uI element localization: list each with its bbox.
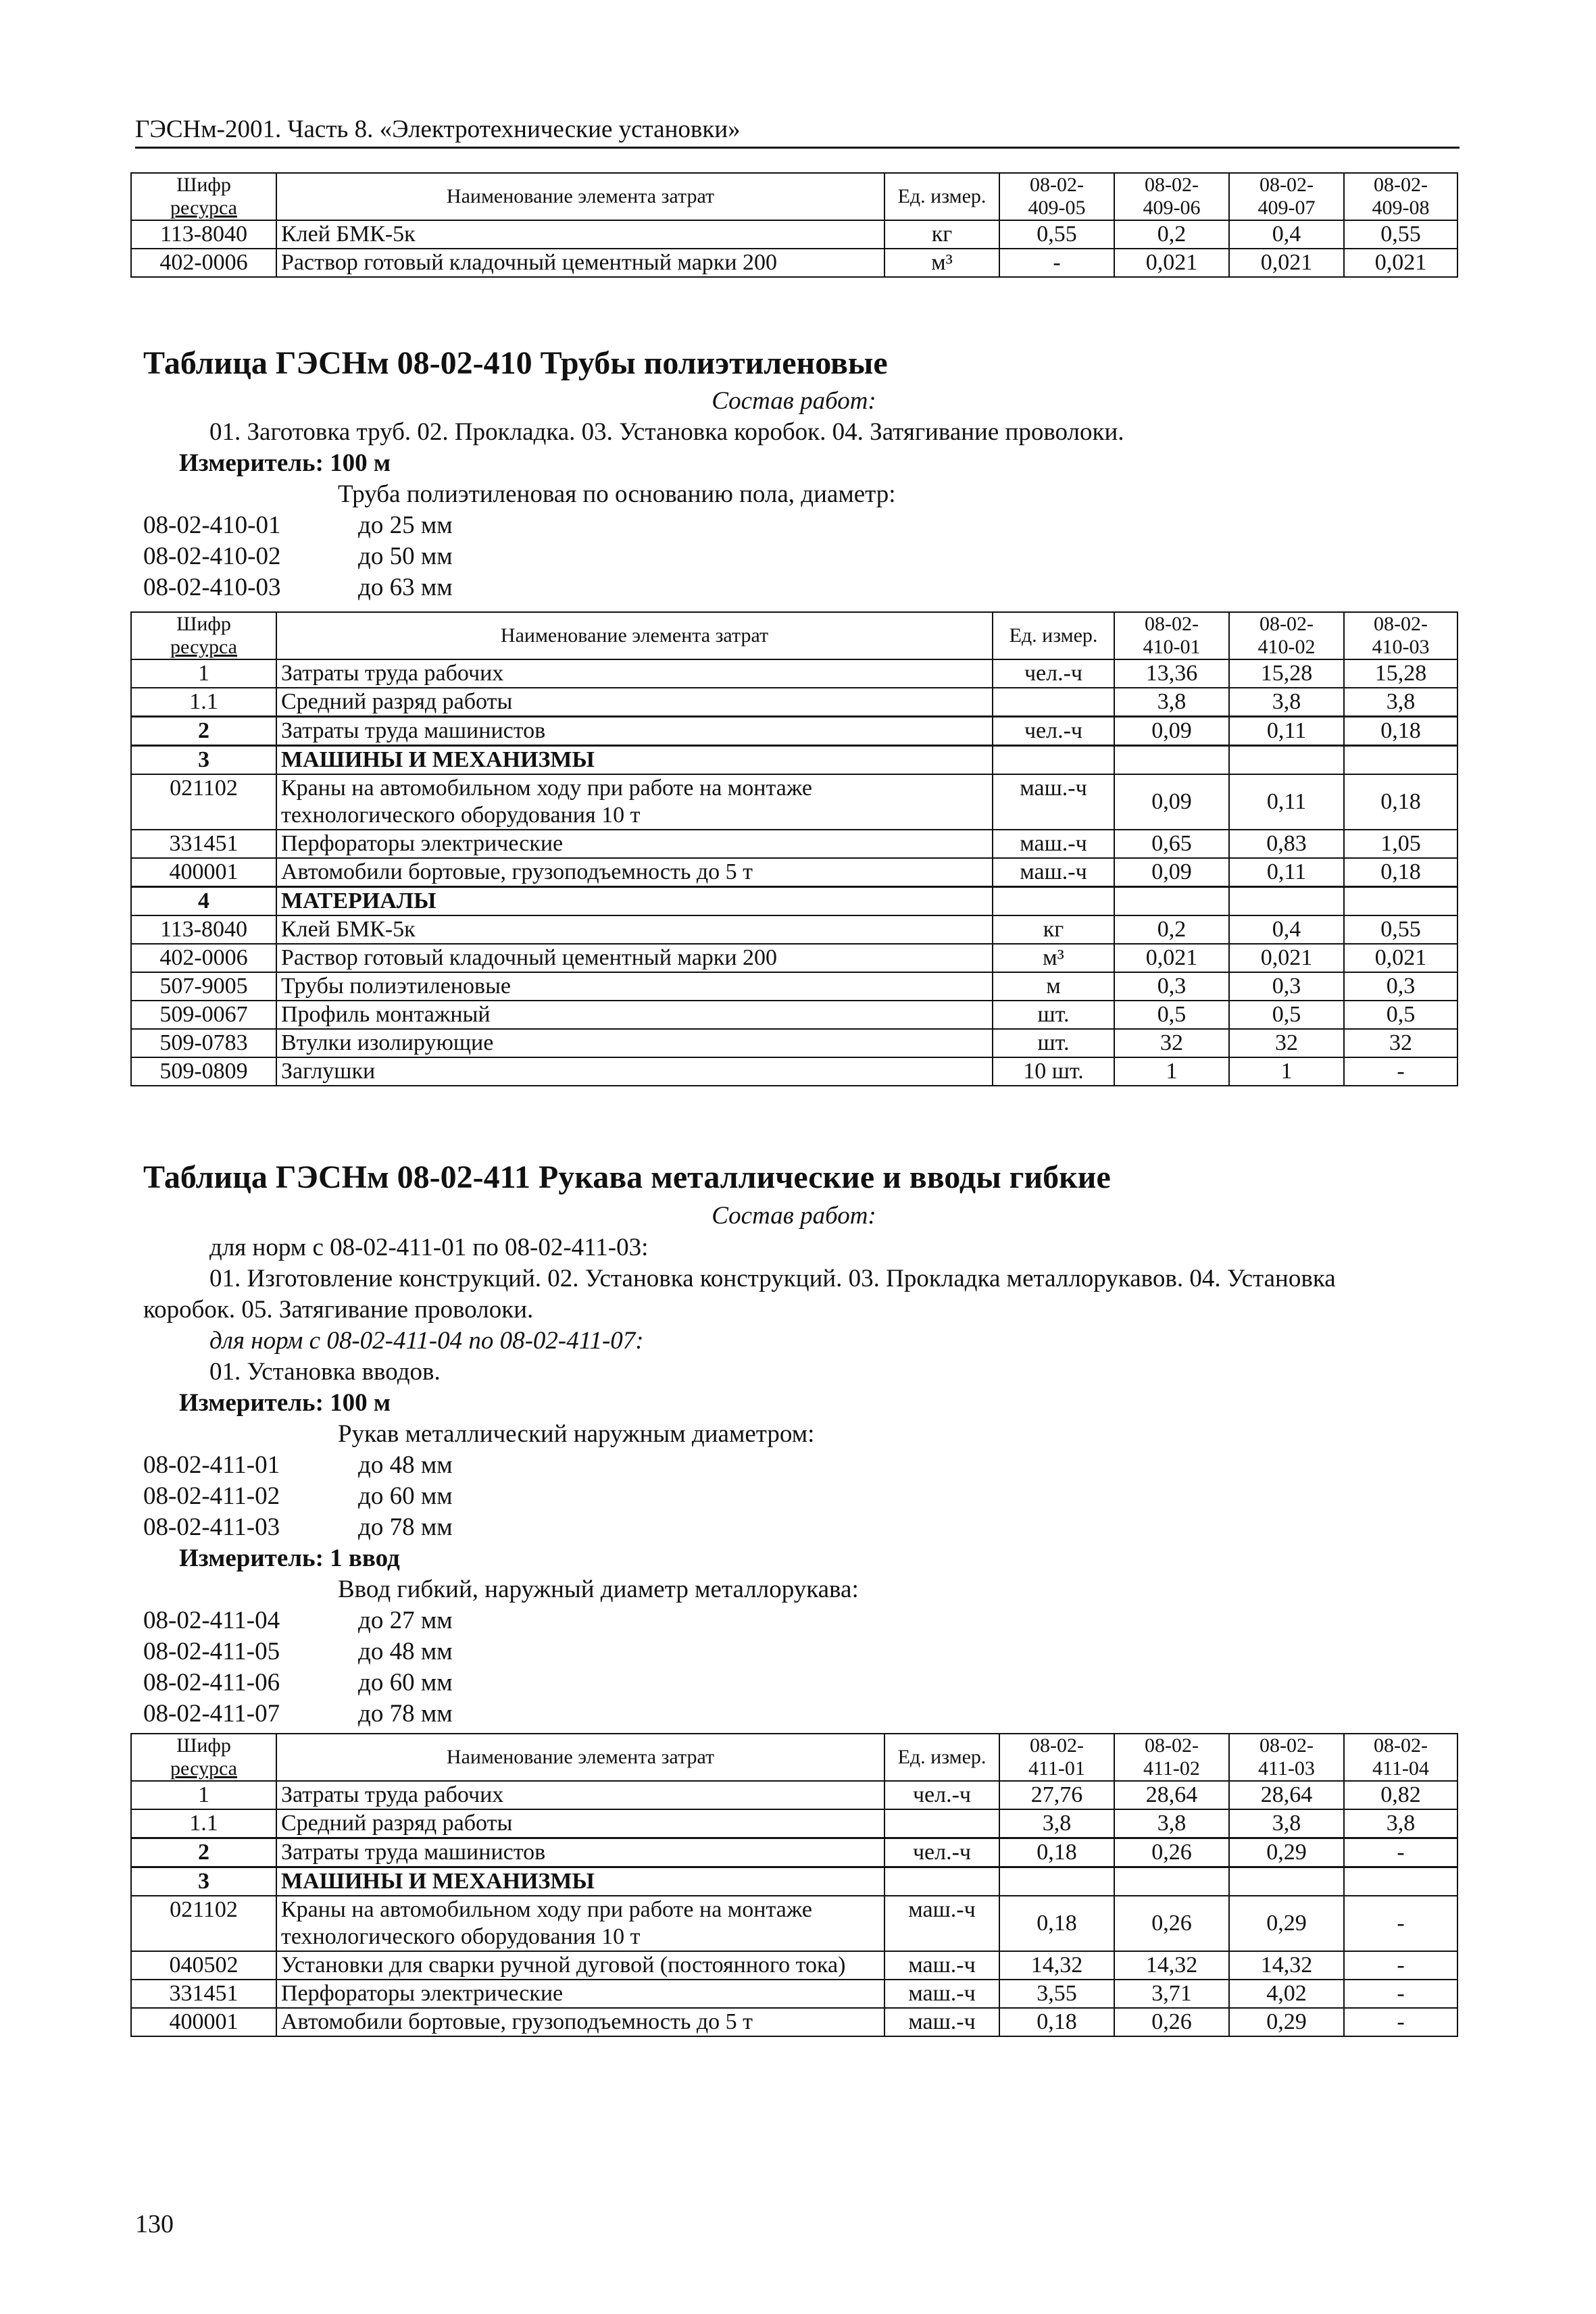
- cell-code: 3: [131, 746, 276, 775]
- cell-name: Профиль монтажный: [276, 1001, 993, 1029]
- section-411-works-a1: 01. Изготовление конструкций. 02. Установка конструкций. 03. Прокладка металлорукавов. 04. Установка: [209, 1265, 1336, 1292]
- cell-value: -: [1344, 1896, 1457, 1951]
- section-411-title: Таблица ГЭСНм 08-02-411 Рукава металлические и вводы гибкие: [143, 1159, 1111, 1195]
- cell-value: 3,8: [999, 1809, 1114, 1838]
- cell-name: Затраты труда рабочих: [276, 659, 993, 688]
- cell-value: 0,3: [1344, 972, 1457, 1001]
- norm-code: 08-02-411-05: [143, 1638, 280, 1665]
- norm-code: 08-02-411-04: [143, 1607, 280, 1634]
- col-header-norm: [1344, 1734, 1457, 1781]
- cell-value: 3,8: [1344, 1809, 1457, 1838]
- table-410: [130, 611, 1458, 1086]
- cell-unit: маш.-ч: [884, 2008, 999, 2036]
- col-header-norm-line1: 08-02-: [1145, 1734, 1199, 1757]
- cell-value: 1: [1229, 1057, 1344, 1086]
- cell-code: 331451: [131, 1980, 276, 2008]
- cell-value: 1: [1114, 1057, 1229, 1086]
- col-header-norm: [1229, 173, 1344, 220]
- cell-code: 2: [131, 1838, 276, 1867]
- col-header-code: [131, 1734, 276, 1781]
- col-header-norm-line1: 08-02-: [1260, 174, 1314, 196]
- cell-value: 0,55: [999, 220, 1114, 249]
- cell-value: 28,64: [1114, 1781, 1229, 1809]
- col-header-code-line2: ресурса: [170, 636, 237, 658]
- cell-code: 400001: [131, 858, 276, 887]
- cell-value: 3,8: [1229, 1809, 1344, 1838]
- table-row: [131, 915, 1457, 944]
- cell-value: 13,36: [1114, 659, 1229, 688]
- table-row: [131, 887, 1457, 916]
- table-409: [130, 172, 1458, 278]
- section-411-izmeritel-1: Измеритель: 100 м: [179, 1389, 391, 1417]
- section-411-izmeritel-2: Измеритель: 1 ввод: [179, 1544, 400, 1572]
- norm-code: 08-02-411-03: [143, 1513, 280, 1541]
- cell-code: 040502: [131, 1951, 276, 1980]
- col-header-norm-line1: 08-02-: [1374, 613, 1428, 635]
- cell-value: 0,18: [1344, 717, 1457, 746]
- cell-value: 4,02: [1229, 1980, 1344, 2008]
- norm-code: 08-02-410-02: [143, 543, 281, 570]
- col-header-norm-line1: 08-02-: [1030, 174, 1084, 196]
- cell-value: 15,28: [1344, 659, 1457, 688]
- cell-unit: кг: [993, 915, 1114, 944]
- col-header-code: [131, 612, 276, 659]
- cell-name: Краны на автомобильном ходу при работе на монтаже технологического оборудования 10 т: [276, 774, 993, 830]
- cell-name: Раствор готовый кладочный цементный марки 200: [276, 944, 993, 972]
- cell-value: 0,09: [1114, 717, 1229, 746]
- cell-name: Трубы полиэтиленовые: [276, 972, 993, 1001]
- table-row: [131, 717, 1457, 746]
- col-header-norm-line2: 409-07: [1257, 197, 1316, 219]
- table-row: [131, 972, 1457, 1001]
- cell-unit: маш.-ч: [993, 830, 1114, 858]
- table-row: [131, 1809, 1457, 1838]
- table-row: [131, 1001, 1457, 1029]
- col-header-norm-line2: 410-03: [1372, 636, 1430, 658]
- norm-code: 08-02-411-07: [143, 1700, 280, 1728]
- cell-name: Затраты труда рабочих: [276, 1781, 884, 1809]
- section-411-desc-1: Рукав металлический наружным диаметром:: [338, 1420, 815, 1448]
- cell-unit: маш.-ч: [993, 858, 1114, 887]
- cell-value: 0,26: [1114, 1838, 1229, 1867]
- cell-value: 0,4: [1229, 220, 1344, 249]
- norm-text: до 27 мм: [358, 1607, 453, 1634]
- cell-code: 400001: [131, 2008, 276, 2036]
- cell-value: -: [1344, 1951, 1457, 1980]
- cell-unit: чел.-ч: [993, 659, 1114, 688]
- cell-value: 3,8: [1229, 688, 1344, 717]
- cell-value: 0,18: [999, 2008, 1114, 2036]
- cell-value: 3,71: [1114, 1980, 1229, 2008]
- cell-value: 0,55: [1344, 220, 1457, 249]
- cell-code: 331451: [131, 830, 276, 858]
- cell-code: 113-8040: [131, 220, 276, 249]
- col-header-norm: [1344, 173, 1457, 220]
- col-header-norm-line1: 08-02-: [1374, 1734, 1428, 1757]
- cell-value: 27,76: [999, 1781, 1114, 1809]
- cell-code: 1.1: [131, 688, 276, 717]
- col-header-name: Наименование элемента затрат: [276, 1734, 884, 1781]
- norm-code: 08-02-411-02: [143, 1482, 280, 1510]
- cell-value: [1114, 887, 1229, 916]
- table-row: [131, 830, 1457, 858]
- table-411: [130, 1733, 1458, 2037]
- cell-code: 402-0006: [131, 944, 276, 972]
- section-410-works: 01. Заготовка труб. 02. Прокладка. 03. Установка коробок. 04. Затягивание проволоки.: [209, 418, 1124, 446]
- table-row: [131, 688, 1457, 717]
- cell-value: 0,021: [1114, 249, 1229, 277]
- col-header-code-line1: Шифр: [176, 613, 231, 635]
- cell-code: 2: [131, 717, 276, 746]
- col-header-norm-line2: 410-02: [1257, 636, 1316, 658]
- cell-value: 0,5: [1114, 1001, 1229, 1029]
- cell-value: [1229, 887, 1344, 916]
- cell-value: 3,8: [1114, 688, 1229, 717]
- cell-value: -: [1344, 1838, 1457, 1867]
- norm-code: 08-02-410-03: [143, 574, 281, 601]
- cell-unit: маш.-ч: [993, 774, 1114, 830]
- cell-name: Клей БМК-5к: [276, 915, 993, 944]
- col-header-norm-line2: 410-01: [1143, 636, 1201, 658]
- cell-value: 0,65: [1114, 830, 1229, 858]
- cell-code: 509-0783: [131, 1029, 276, 1057]
- cell-code: 021102: [131, 1896, 276, 1951]
- norm-text: до 25 мм: [358, 511, 453, 539]
- norm-code: 08-02-411-01: [143, 1451, 280, 1479]
- norm-text: до 78 мм: [358, 1513, 453, 1541]
- table-row: [131, 2008, 1457, 2036]
- cell-value: 0,021: [1229, 944, 1344, 972]
- table-row: [131, 774, 1457, 830]
- cell-value: 14,32: [1229, 1951, 1344, 1980]
- col-header-norm-line2: 411-03: [1258, 1757, 1315, 1780]
- cell-value: 28,64: [1229, 1781, 1344, 1809]
- cell-name: Автомобили бортовые, грузоподъемность до 5 т: [276, 858, 993, 887]
- cell-value: 0,11: [1229, 774, 1344, 830]
- cell-code: 402-0006: [131, 249, 276, 277]
- section-411-norms-a: для норм с 08-02-411-01 по 08-02-411-03:: [209, 1234, 649, 1261]
- cell-unit: [993, 746, 1114, 775]
- cell-value: 0,18: [999, 1838, 1114, 1867]
- cell-unit: м: [993, 972, 1114, 1001]
- col-header-norm: [1229, 1734, 1344, 1781]
- cell-unit: шт.: [993, 1001, 1114, 1029]
- cell-value: -: [1344, 1057, 1457, 1086]
- cell-unit: [993, 887, 1114, 916]
- page-number: 130: [135, 2210, 174, 2238]
- cell-value: -: [999, 249, 1114, 277]
- section-410-izmeritel: Измеритель: 100 м: [179, 449, 391, 477]
- cell-value: [999, 1867, 1114, 1896]
- cell-unit: чел.-ч: [884, 1781, 999, 1809]
- cell-name: Средний разряд работы: [276, 1809, 884, 1838]
- table-row: [131, 249, 1457, 277]
- cell-value: 0,26: [1114, 2008, 1229, 2036]
- norm-text: до 60 мм: [358, 1669, 453, 1696]
- cell-unit: м³: [993, 944, 1114, 972]
- cell-value: 0,29: [1229, 1838, 1344, 1867]
- cell-value: [1229, 1867, 1344, 1896]
- cell-value: -: [1344, 2008, 1457, 2036]
- col-header-norm-line2: 411-04: [1372, 1757, 1429, 1780]
- cell-code: 113-8040: [131, 915, 276, 944]
- norm-code: 08-02-410-01: [143, 511, 281, 539]
- cell-value: 14,32: [999, 1951, 1114, 1980]
- table-row: [131, 1057, 1457, 1086]
- cell-value: 3,8: [1344, 688, 1457, 717]
- cell-name: Автомобили бортовые, грузоподъемность до 5 т: [276, 2008, 884, 2036]
- cell-unit: м³: [884, 249, 999, 277]
- col-header-norm-line2: 409-08: [1372, 197, 1430, 219]
- col-header-unit: Ед. измер.: [993, 612, 1114, 659]
- table-header-row: [131, 612, 1457, 659]
- cell-value: 1,05: [1344, 830, 1457, 858]
- table-header-row: [131, 173, 1457, 220]
- cell-name: МАТЕРИАЛЫ: [276, 887, 993, 916]
- col-header-norm-line1: 08-02-: [1374, 174, 1428, 196]
- cell-value: 0,29: [1229, 2008, 1344, 2036]
- cell-value: 0,4: [1229, 915, 1344, 944]
- cell-value: 0,18: [1344, 774, 1457, 830]
- section-410-sostav: Состав работ:: [712, 387, 876, 415]
- cell-code: 507-9005: [131, 972, 276, 1001]
- cell-unit: [993, 688, 1114, 717]
- col-header-norm-line2: 409-05: [1028, 197, 1086, 219]
- table-row: [131, 220, 1457, 249]
- cell-value: 32: [1229, 1029, 1344, 1057]
- col-header-norm: [999, 1734, 1114, 1781]
- cell-name: Средний разряд работы: [276, 688, 993, 717]
- cell-code: 509-0067: [131, 1001, 276, 1029]
- table-row: [131, 1951, 1457, 1980]
- col-header-norm: [1344, 612, 1457, 659]
- table-header-row: [131, 1734, 1457, 1781]
- cell-value: 32: [1114, 1029, 1229, 1057]
- table-row: [131, 1896, 1457, 1951]
- col-header-norm: [1114, 1734, 1229, 1781]
- norm-code: 08-02-411-06: [143, 1669, 280, 1696]
- table-row: [131, 944, 1457, 972]
- table-row: [131, 1029, 1457, 1057]
- section-411-works-b: 01. Установка вводов.: [209, 1358, 441, 1386]
- cell-value: [1344, 1867, 1457, 1896]
- col-header-name: Наименование элемента затрат: [276, 612, 993, 659]
- cell-code: 1.1: [131, 1809, 276, 1838]
- col-header-code-line2: ресурса: [170, 1757, 237, 1780]
- cell-code: 4: [131, 887, 276, 916]
- cell-value: 0,5: [1344, 1001, 1457, 1029]
- cell-code: 3: [131, 1867, 276, 1896]
- cell-value: 0,3: [1114, 972, 1229, 1001]
- cell-unit: [884, 1867, 999, 1896]
- cell-value: 3,8: [1114, 1809, 1229, 1838]
- cell-code: 509-0809: [131, 1057, 276, 1086]
- cell-name: Втулки изолирующие: [276, 1029, 993, 1057]
- cell-value: 0,11: [1229, 858, 1344, 887]
- table-row: [131, 1980, 1457, 2008]
- cell-value: 0,09: [1114, 858, 1229, 887]
- cell-unit: маш.-ч: [884, 1980, 999, 2008]
- cell-value: 0,021: [1344, 944, 1457, 972]
- cell-value: 0,55: [1344, 915, 1457, 944]
- cell-value: 0,83: [1229, 830, 1344, 858]
- cell-value: 0,3: [1229, 972, 1344, 1001]
- col-header-unit: Ед. измер.: [884, 173, 999, 220]
- col-header-norm: [1114, 173, 1229, 220]
- norm-text: до 63 мм: [358, 574, 453, 601]
- cell-name: Перфораторы электрические: [276, 830, 993, 858]
- table-row: [131, 1838, 1457, 1867]
- norm-text: до 48 мм: [358, 1451, 453, 1479]
- section-410-desc: Труба полиэтиленовая по основанию пола, диаметр:: [338, 480, 896, 508]
- section-411-sostav: Состав работ:: [712, 1202, 876, 1230]
- cell-value: 0,29: [1229, 1896, 1344, 1951]
- cell-value: 3,55: [999, 1980, 1114, 2008]
- col-header-norm: [1229, 612, 1344, 659]
- cell-value: 0,021: [1344, 249, 1457, 277]
- cell-name: Клей БМК-5к: [276, 220, 884, 249]
- col-header-code: [131, 173, 276, 220]
- norm-text: до 48 мм: [358, 1638, 453, 1665]
- cell-code: 1: [131, 1781, 276, 1809]
- norm-text: до 60 мм: [358, 1482, 453, 1510]
- cell-name: МАШИНЫ И МЕХАНИЗМЫ: [276, 1867, 884, 1896]
- table-row: [131, 1781, 1457, 1809]
- table-row: [131, 858, 1457, 887]
- cell-value: 0,26: [1114, 1896, 1229, 1951]
- cell-unit: [884, 1809, 999, 1838]
- cell-value: 32: [1344, 1029, 1457, 1057]
- col-header-norm-line2: 411-02: [1143, 1757, 1200, 1780]
- col-header-name: Наименование элемента затрат: [276, 173, 884, 220]
- cell-name: Перфораторы электрические: [276, 1980, 884, 2008]
- page-header: ГЭСНм-2001. Часть 8. «Электротехнические установки»: [135, 115, 1460, 149]
- cell-name: Заглушки: [276, 1057, 993, 1086]
- col-header-code-line2: ресурса: [170, 197, 237, 219]
- col-header-norm-line2: 411-01: [1028, 1757, 1085, 1780]
- cell-value: [1344, 746, 1457, 775]
- col-header-norm-line2: 409-06: [1143, 197, 1201, 219]
- cell-name: Раствор готовый кладочный цементный марки 200: [276, 249, 884, 277]
- cell-value: 0,18: [1344, 858, 1457, 887]
- cell-value: [1114, 746, 1229, 775]
- cell-value: 15,28: [1229, 659, 1344, 688]
- col-header-norm: [1114, 612, 1229, 659]
- col-header-norm: [999, 173, 1114, 220]
- cell-value: [1114, 1867, 1229, 1896]
- cell-unit: 10 шт.: [993, 1057, 1114, 1086]
- cell-value: [1229, 746, 1344, 775]
- cell-value: 0,09: [1114, 774, 1229, 830]
- col-header-norm-line1: 08-02-: [1260, 613, 1314, 635]
- cell-unit: кг: [884, 220, 999, 249]
- col-header-code-line1: Шифр: [176, 174, 231, 196]
- cell-value: 0,2: [1114, 220, 1229, 249]
- cell-value: [1344, 887, 1457, 916]
- cell-unit: маш.-ч: [884, 1951, 999, 1980]
- cell-name: Краны на автомобильном ходу при работе на монтаже технологического оборудования 10 т: [276, 1896, 884, 1951]
- table-row: [131, 746, 1457, 775]
- cell-value: 0,5: [1229, 1001, 1344, 1029]
- section-410-title: Таблица ГЭСНм 08-02-410 Трубы полиэтиленовые: [143, 345, 888, 381]
- cell-unit: маш.-ч: [884, 1896, 999, 1951]
- table-row: [131, 659, 1457, 688]
- cell-code: 021102: [131, 774, 276, 830]
- cell-value: 0,18: [999, 1896, 1114, 1951]
- section-411-desc-2: Ввод гибкий, наружный диаметр металлорукава:: [338, 1576, 859, 1603]
- cell-value: 0,021: [1229, 249, 1344, 277]
- cell-name: Установки для сварки ручной дуговой (постоянного тока): [276, 1951, 884, 1980]
- cell-name: Затраты труда машинистов: [276, 1838, 884, 1867]
- cell-value: 14,32: [1114, 1951, 1229, 1980]
- cell-unit: чел.-ч: [884, 1838, 999, 1867]
- cell-value: 0,11: [1229, 717, 1344, 746]
- cell-value: 0,021: [1114, 944, 1229, 972]
- col-header-norm-line1: 08-02-: [1145, 613, 1199, 635]
- col-header-norm-line1: 08-02-: [1145, 174, 1199, 196]
- table-row: [131, 1867, 1457, 1896]
- cell-name: Затраты труда машинистов: [276, 717, 993, 746]
- norm-text: до 78 мм: [358, 1700, 453, 1728]
- col-header-norm-line1: 08-02-: [1260, 1734, 1314, 1757]
- cell-code: 1: [131, 659, 276, 688]
- section-411-norms-b: для норм с 08-02-411-04 по 08-02-411-07:: [209, 1327, 644, 1355]
- col-header-norm-line1: 08-02-: [1030, 1734, 1084, 1757]
- cell-value: -: [1344, 1980, 1457, 2008]
- cell-unit: шт.: [993, 1029, 1114, 1057]
- norm-text: до 50 мм: [358, 543, 453, 570]
- col-header-unit: Ед. измер.: [884, 1734, 999, 1781]
- col-header-code-line1: Шифр: [176, 1734, 231, 1757]
- section-411-works-a2: коробок. 05. Затягивание проволоки.: [143, 1296, 534, 1324]
- cell-value: 0,2: [1114, 915, 1229, 944]
- cell-unit: чел.-ч: [993, 717, 1114, 746]
- cell-name: МАШИНЫ И МЕХАНИЗМЫ: [276, 746, 993, 775]
- cell-value: 0,82: [1344, 1781, 1457, 1809]
